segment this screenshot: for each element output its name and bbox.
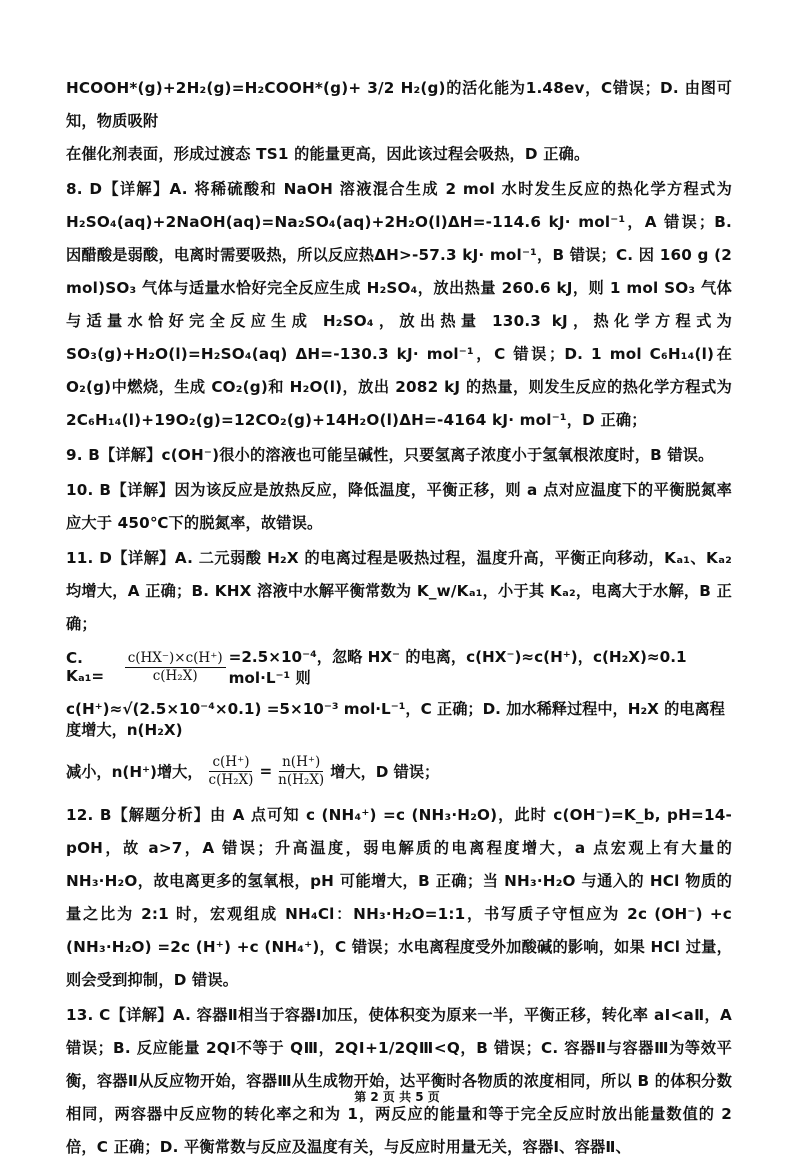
formula-suffix: 增大，D 错误； — [330, 762, 440, 781]
fraction-denominator: n(H₂X) — [278, 771, 325, 788]
text-line: HCOOH*(g)+2H₂(g)=H₂COOH*(g)+ 3/2 H₂(g)的活化能为1.48ev，C错误；D. 由图可知，物质吸附 — [66, 79, 732, 130]
page-footer: 第 2 页 共 5 页 — [354, 1090, 440, 1104]
formula-suffix: =2.5×10⁻⁴，忽略 HX⁻ 的电离，c(HX⁻)≈c(H⁺)，c(H₂X)≈0.1 mol·L⁻¹ 则 — [228, 648, 687, 687]
fraction — [275, 754, 327, 789]
formula-text: c(H⁺)≈√(2.5×10⁻⁴×0.1) =5×10⁻³ mol·L⁻¹，C 正确；D. 加水稀释过程中，H₂X 的电离程度增大，n(H₂X) — [66, 700, 725, 739]
page-content — [66, 72, 732, 1164]
text-line: 在催化剂表面，形成过渡态 TS1 的能量更高，因此该过程会吸热，D 正确。 — [66, 145, 590, 163]
fraction-denominator: c(H₂X) — [152, 667, 198, 684]
question-12: 12. B【解题分析】由 A 点可知 c (NH₄⁺) =c (NH₃·H₂O)，此时 c(OH⁻)=K_b, pH=14-pOH，故 a>7，A 错误；升高温度，弱电解质的电离程度增大，a 点宏观上有大量的 NH₃·H₂O，故电离更多的氢氧根，pH 可能增大，B 正确；当 NH₃·H₂O 与通入的 HCl 物质的量之比为 2:1 时，宏观组成 NH₄Cl：NH₃·H₂O=1:1，书写质子守恒应为 2c (OH⁻) +c (NH₃·H₂O) =2c (H⁺) +c (NH₄⁺)，C 错误；水电离程度受外加酸碱的影响，如果 HCl 过量，则会受到抑制，D 错误。 — [66, 806, 732, 989]
formula-line — [66, 745, 732, 797]
fraction-denominator: c(H₂X) — [208, 771, 254, 788]
question-13: 13. C【详解】A. 容器Ⅱ相当于容器Ⅰ加压，使体积变为原来一半，平衡正移，转化率 aⅠ<aⅡ，A 错误；B. 反应能量 2QⅠ不等于 QⅢ，2QⅠ+1/2QⅢ<Q，B 错误；C. 容器Ⅱ与容器Ⅲ为等效平衡，容器Ⅱ从反应物开始，容器Ⅲ从生成物开始，达平衡时各物质的浓度相同，所以 B 的体积分数相同，两容器中反应物的转化率之和为 1，两反应的能量和等于完全反应时放出能量数值的 2 倍，C 正确；D. 平衡常数与反应及温度有关，与反应时用量无关，容器Ⅰ、容器Ⅱ、 — [66, 1006, 732, 1156]
question-10: 10. B【详解】因为该反应是放热反应，降低温度，平衡正移，则 a 点对应温度下的平衡脱氮率应大于 450℃下的脱氮率，故错误。 — [66, 481, 732, 532]
fraction-numerator: n(H⁺) — [279, 754, 323, 772]
question-11: 11. D【详解】A. 二元弱酸 H₂X 的电离过程是吸热过程，温度升高，平衡正向移动，Kₐ₁、Kₐ₂均增大，A 正确；B. KHX 溶液中水解平衡常数为 K_w/Kₐ₁，小于其 Kₐ₂，电离大于水解，B 正确； — [66, 549, 732, 633]
question-9: 9. B【详解】c(OH⁻)很小的溶液也可能呈碱性，只要氢离子浓度小于氢氧根浓度时，B 错误。 — [66, 446, 714, 464]
formula-line — [66, 693, 732, 745]
equals-sign: = — [259, 762, 273, 780]
formula-prefix: C. Kₐ₁= — [66, 649, 105, 685]
fraction-numerator: c(H⁺) — [209, 754, 252, 772]
formula-line — [66, 641, 732, 693]
fraction — [206, 754, 257, 789]
question-8: 8. D【详解】A. 将稀硫酸和 NaOH 溶液混合生成 2 mol 水时发生反应的热化学方程式为 H₂SO₄(aq)+2NaOH(aq)=Na₂SO₄(aq)+2H₂O(l)ΔH=-114.6 kJ· mol⁻¹，A 错误；B. 因醋酸是弱酸，电离时需要吸热，所以反应热ΔH>-57.3 kJ· mol⁻¹，B 错误；C. 因 160 g (2 mol)SO₃ 气体与适量水恰好完全反应生成 H₂SO₄，放出热量 260.6 kJ，则 1 mol SO₃ 气体与适量水恰好完全反应生成 H₂SO₄，放出热量 130.3 kJ，热化学方程式为 SO₃(g)+H₂O(l)=H₂SO₄(aq) ΔH=-130.3 kJ· mol⁻¹，C 错误；D. 1 mol C₆H₁₄(l)在 O₂(g)中燃烧，生成 CO₂(g)和 H₂O(l)，放出 2082 kJ 的热量，则发生反应的热化学方程式为 2C₆H₁₄(l)+19O₂(g)=12CO₂(g)+14H₂O(l)ΔH=-4164 kJ· mol⁻¹，D 正确； — [66, 180, 732, 429]
formula-prefix: 减小，n(H⁺)增大， — [66, 762, 203, 781]
fraction — [125, 650, 226, 685]
fraction-numerator: c(HX⁻)×c(H⁺) — [125, 650, 226, 668]
